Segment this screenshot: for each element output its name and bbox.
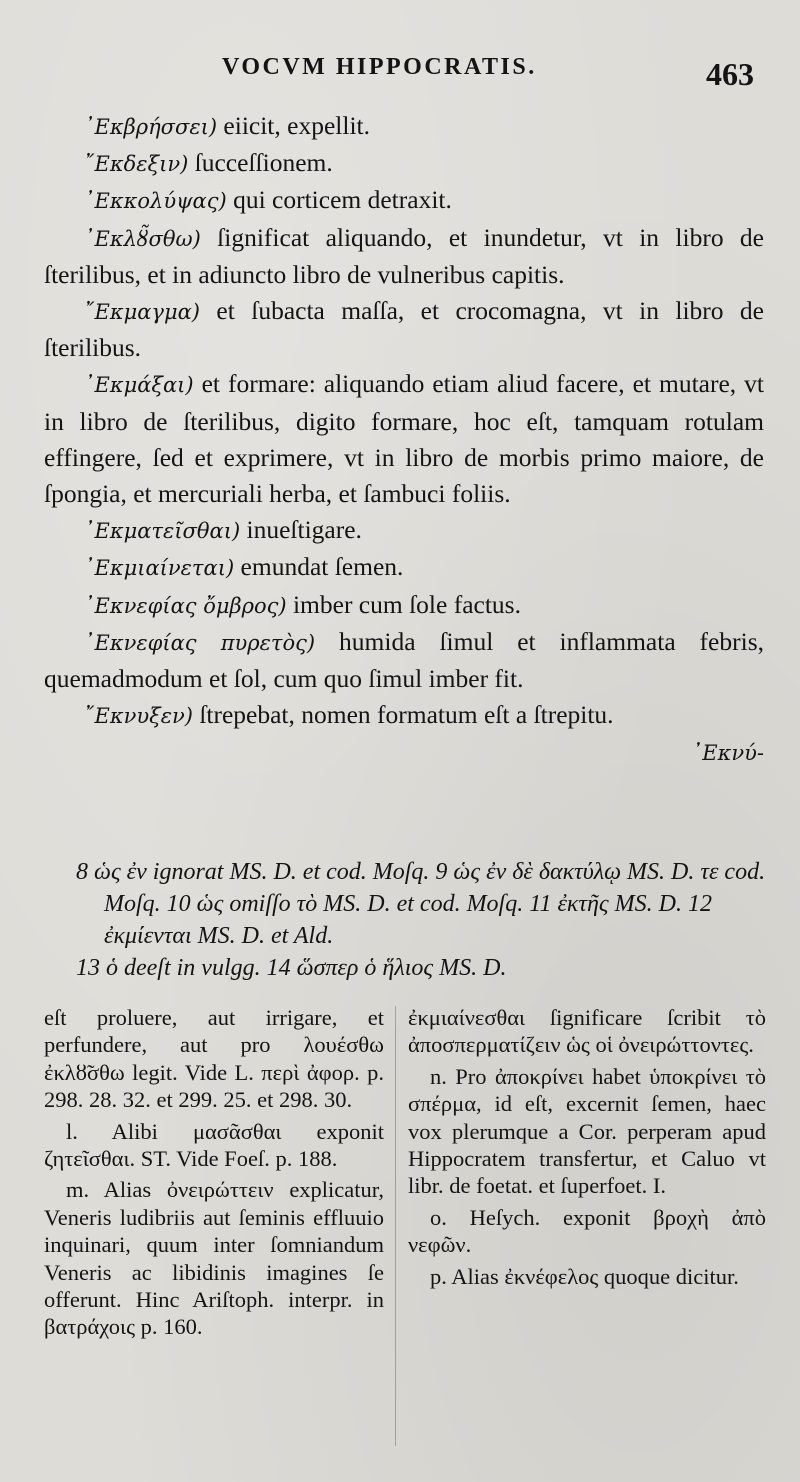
entry <box>44 624 764 697</box>
entry <box>44 697 764 734</box>
entry-headword: ᾿Εκμάξαι) <box>84 373 194 398</box>
entry-headword: ῎Εκνυξεν) <box>84 704 193 729</box>
right-column <box>408 1004 766 1294</box>
entry-headword: ᾿Εκματεῖσθαι) <box>84 519 241 544</box>
entry-headword: ᾿Εκλȣ̃σθω) <box>84 226 201 251</box>
entry-definition: imber cum ſole factus. <box>286 589 521 619</box>
column-divider <box>395 1006 396 1446</box>
entry-headword: ᾿Εκμιαίνεται) <box>84 556 235 581</box>
entry-definition: ſucceſſionem. <box>188 148 333 178</box>
entry-headword: ᾿Εκβρήσσει) <box>84 115 218 139</box>
entry-headword: ᾿Εκκολύψας) <box>84 189 227 214</box>
footnote-line: 8 ὡς ἐν ignorat MS. D. et cod. Moſq. 9 ὡς ἐν δὲ δακτύλῳ MS. D. τε cod. Moſq. 10 ὡς omiſſo τὸ MS. D. et cod. Moſq. 11 ἐκτῆς MS. D. 12 ἐκμίενται MS. D. et Ald. <box>76 859 766 949</box>
entry <box>44 108 764 145</box>
note-paragraph: o. Heſych. exponit βροχὴ ἀπὸ νεφῶν. <box>408 1204 766 1258</box>
page-header <box>0 50 800 90</box>
catchword <box>44 734 764 771</box>
entry-headword: ῎Εκμαγμα) <box>84 300 201 325</box>
note-paragraph: n. Pro ἀποκρίνει habet ὑποκρίνει τὸ σπέρμα, id eſt, excernit ſemen, haec vox plerumque a Cor. perperam apud Hippocratem transfertur, et Caluo vt libr. de foetat. et ſuperfoet. I. <box>408 1063 766 1199</box>
entry-headword: ᾿Εκνεφίας πυρετὸς) <box>84 630 316 655</box>
entry-definition: humida ſimul et inflammata febris, quemadmodum et ſol, cum quo ſimul imber fit. <box>44 626 764 694</box>
entry <box>44 182 764 219</box>
main-text <box>44 108 764 772</box>
entry-definition: et formare: aliquando etiam aliud facere, et mutare, vt in libro de ſterilibus, digito formare, hoc eſt, tamquam rotulam effingere, ſed et exprimere, vt in libro de morbis primo maiore, de ſpongia, et mercuriali herba, et ſambuci foliis. <box>44 369 764 509</box>
entry-definition: ſtrepebat, nomen formatum eſt a ſtrepitu. <box>192 700 614 730</box>
entry-definition: ſignificat aliquando, et inundetur, vt in libro de ſterilibus, et in adiuncto libro de vulneribus capitis. <box>44 222 764 289</box>
note-paragraph: m. Alias ὀνειρώττειν explicatur, Veneris ludibriis aut ſeminis effluuio inquinari, quum inter ſomniandum Veneris ac libidinis imagines ſe offerunt. Hinc Ariſtoph. interpr. in βατράχοις p. 160. <box>44 1177 384 1340</box>
entry <box>44 549 764 586</box>
footnotes <box>76 856 766 984</box>
note-paragraph: ἐκμιαίνεσθαι ſignificare ſcribit τὸ ἀποσπερματίζειν ὡς οἱ ὀνειρώττοντες. <box>408 1005 766 1058</box>
catchword-text: ᾿Εκνύ- <box>691 741 764 766</box>
entry <box>44 366 764 512</box>
entry <box>44 145 764 182</box>
running-head: VOCVM HIPPOCRATIS. <box>222 54 537 80</box>
note-paragraph: p. Alias ἐκνέφελος quoque dicitur. <box>430 1263 739 1289</box>
page-number: 463 <box>706 56 754 92</box>
entry-definition: emundat ſemen. <box>234 552 404 582</box>
note-paragraph: l. Alibi μασᾶσθαι exponit ζητεῖσθαι. ST. Vide Foeſ. p. 188. <box>44 1118 384 1172</box>
entry <box>44 587 764 624</box>
left-column <box>44 1004 384 1345</box>
entry-definition: eiicit, expellit. <box>217 111 370 140</box>
entry-definition: inueſtigare. <box>240 515 362 545</box>
entry-definition: qui corticem detraxit. <box>226 185 452 215</box>
entry-definition: et ſubacta maſſa, et crocomagna, vt in libro de ſterilibus. <box>44 296 764 363</box>
commentary-columns <box>44 1004 764 1454</box>
note-paragraph: eſt proluere, aut irrigare, et perfundere, aut pro λουέσθω ἐκλȣ̃σθω legit. Vide L. περὶ ἀφορ. p. 298. 28. 32. et 299. 25. et 298. 30. <box>44 1005 384 1113</box>
entry-headword: ᾿Εκνεφίας ὄμβρος) <box>84 593 287 618</box>
entry-headword: ῎Εκδεξιν) <box>84 152 189 177</box>
entry <box>44 512 764 549</box>
entry <box>44 220 764 293</box>
footnote-line: 13 ὁ deeſt in vulgg. 14 ὥσπερ ὁ ἥλιος MS. D. <box>76 955 507 981</box>
entry <box>44 293 764 366</box>
